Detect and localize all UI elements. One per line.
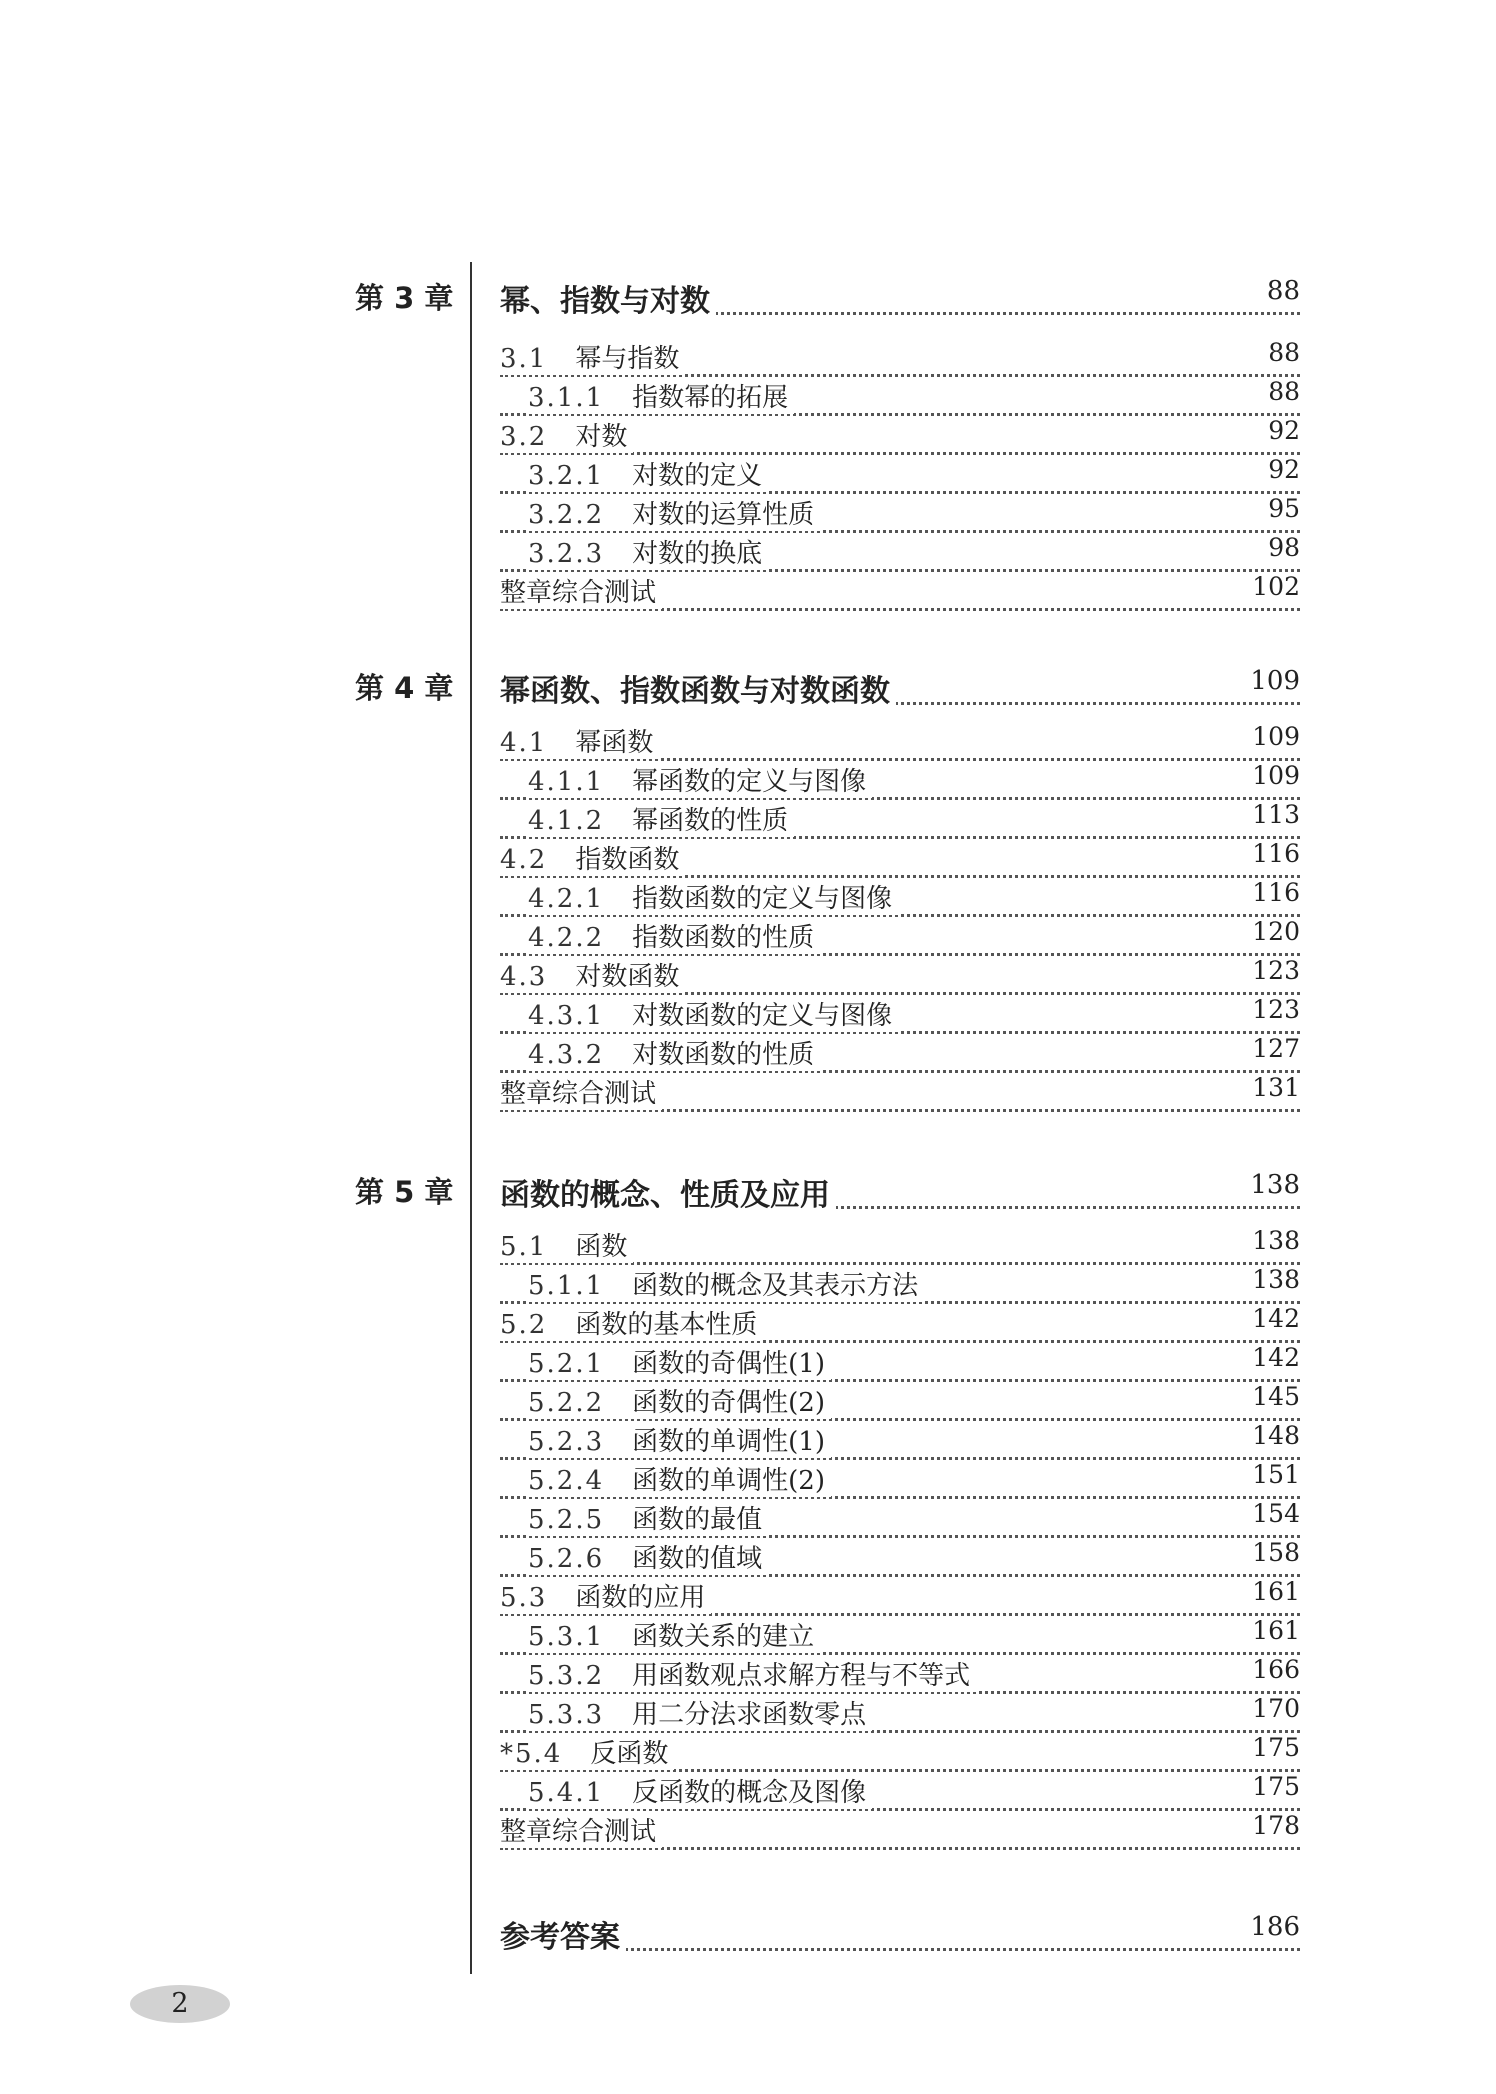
chapter-title: 函数的概念、性质及应用: [500, 1170, 836, 1214]
section-title: 幂与指数: [575, 344, 680, 374]
toc-entry[interactable]: [500, 1034, 1300, 1070]
toc-entry[interactable]: [500, 917, 1300, 953]
toc-entry[interactable]: [500, 839, 1300, 875]
page-number: 113: [1242, 800, 1300, 829]
vertical-divider: [470, 262, 472, 1974]
page-number: 186: [1240, 1912, 1300, 1942]
section-number: *5.4: [500, 1739, 563, 1769]
section-title: 用函数观点求解方程与不等式: [632, 1661, 971, 1691]
page-number: 175: [1242, 1772, 1300, 1801]
page-number: 109: [1242, 722, 1300, 751]
page-number: 95: [1258, 494, 1300, 523]
toc-entry[interactable]: [500, 1499, 1300, 1535]
section-title: 函数的应用: [575, 1583, 706, 1613]
page-number: 161: [1242, 1577, 1300, 1606]
page-number: 151: [1242, 1460, 1300, 1489]
page-number: 88: [1258, 338, 1300, 367]
section-title: 函数的单调性(1): [632, 1427, 825, 1457]
toc-entry[interactable]: [500, 455, 1300, 491]
section-number: 5.2.6: [528, 1544, 605, 1574]
toc-entry[interactable]: [500, 761, 1300, 797]
page-number: 131: [1242, 1073, 1300, 1102]
section-number: 3.1: [500, 344, 548, 374]
section-number: 4.3: [500, 962, 548, 992]
page-number: 127: [1242, 1034, 1300, 1063]
section-number: 5.4.1: [528, 1778, 605, 1808]
section-title: 对数函数的性质: [632, 1040, 815, 1070]
page-number: 116: [1242, 839, 1300, 868]
toc-entry[interactable]: [500, 800, 1300, 836]
toc-entry[interactable]: [500, 1538, 1300, 1574]
toc-entry[interactable]: [500, 1343, 1300, 1379]
section-number: 4.1: [500, 728, 548, 758]
toc-entry[interactable]: [500, 995, 1300, 1031]
toc-entry[interactable]: [500, 1421, 1300, 1457]
chapter-4-label: 第 4 章: [355, 671, 454, 705]
section-number: 4.2.1: [528, 884, 605, 914]
section-number: 5.1: [500, 1232, 548, 1262]
section-number: 5.3: [500, 1583, 548, 1613]
section-title: 函数的最值: [632, 1505, 763, 1535]
section-title: 幂函数的定义与图像: [632, 767, 867, 797]
page-number: 88: [1258, 377, 1300, 406]
section-title: 函数的单调性(2): [632, 1466, 825, 1496]
section-number: 5.3.1: [528, 1622, 605, 1652]
toc-entry[interactable]: [500, 1265, 1300, 1301]
section-title: 对数: [575, 422, 628, 452]
section-number: 3.1.1: [528, 383, 605, 413]
section-title: 指数函数: [575, 845, 680, 875]
chapter-3-title-row[interactable]: [500, 276, 1300, 319]
section-title: 指数函数的性质: [632, 923, 815, 953]
toc-entry[interactable]: [500, 956, 1300, 992]
page-number: 123: [1242, 995, 1300, 1024]
section-title: 对数的换底: [632, 539, 763, 569]
toc-entry[interactable]: [500, 1772, 1300, 1808]
section-title: 对数函数: [575, 962, 680, 992]
section-title: 幂函数的性质: [632, 806, 789, 836]
page-number-badge: 2: [130, 1985, 230, 2023]
page-number: 142: [1242, 1304, 1300, 1333]
toc-entry[interactable]: [500, 1382, 1300, 1418]
section-number: 3.2.3: [528, 539, 605, 569]
answers-title: 参考答案: [500, 1912, 626, 1956]
section-title: 反函数的概念及图像: [632, 1778, 867, 1808]
section-title: 函数关系的建立: [632, 1622, 815, 1652]
section-title: 用二分法求函数零点: [632, 1700, 867, 1730]
section-number: 5.2.3: [528, 1427, 605, 1457]
toc-entry[interactable]: [500, 338, 1300, 374]
toc-entry[interactable]: [500, 1616, 1300, 1652]
section-number: 5.1.1: [528, 1271, 605, 1301]
section-title: 函数的值域: [632, 1544, 763, 1574]
toc-entry[interactable]: [500, 494, 1300, 530]
answers-row[interactable]: [500, 1912, 1300, 1955]
section-number: 4.2.2: [528, 923, 605, 953]
page-number: 138: [1242, 1226, 1300, 1255]
section-title: 指数函数的定义与图像: [632, 884, 893, 914]
page-number: 102: [1242, 572, 1300, 601]
section-number: 3.2: [500, 422, 548, 452]
toc-entry[interactable]: [500, 572, 1300, 608]
page-number: 170: [1242, 1694, 1300, 1723]
page-number: 88: [1257, 276, 1300, 306]
section-title: 函数的奇偶性(2): [632, 1388, 825, 1418]
page-number: 109: [1242, 761, 1300, 790]
chapter-5-title-row[interactable]: [500, 1170, 1300, 1213]
page-number: 145: [1242, 1382, 1300, 1411]
page-number: 154: [1242, 1499, 1300, 1528]
toc-entry[interactable]: [500, 1577, 1300, 1613]
page-number: 178: [1242, 1811, 1300, 1840]
section-title: 整章综合测试: [500, 1079, 657, 1109]
toc-entry[interactable]: [500, 722, 1300, 758]
page-number: 148: [1242, 1421, 1300, 1450]
page-number: 175: [1242, 1733, 1300, 1762]
toc-entry[interactable]: [500, 1811, 1300, 1847]
section-title: 函数的概念及其表示方法: [632, 1271, 919, 1301]
page-number: 92: [1258, 416, 1300, 445]
section-title: 函数: [575, 1232, 628, 1262]
toc-entry[interactable]: [500, 377, 1300, 413]
section-title: 对数的运算性质: [632, 500, 815, 530]
page-number: 109: [1240, 666, 1300, 696]
section-number: 5.2.2: [528, 1388, 605, 1418]
toc-entry[interactable]: [500, 1226, 1300, 1262]
page-number: 161: [1242, 1616, 1300, 1645]
toc-entry[interactable]: [500, 1304, 1300, 1340]
section-title: 整章综合测试: [500, 578, 657, 608]
section-number: 3.2.2: [528, 500, 605, 530]
toc-entry[interactable]: [500, 1655, 1300, 1691]
section-title: 对数函数的定义与图像: [632, 1001, 893, 1031]
page-number: 92: [1258, 455, 1300, 484]
chapter-5-label: 第 5 章: [355, 1175, 454, 1209]
toc-entry[interactable]: [500, 1733, 1300, 1769]
section-number: 4.3.1: [528, 1001, 605, 1031]
section-number: 5.2.5: [528, 1505, 605, 1535]
page-number: 123: [1242, 956, 1300, 985]
page-number: 120: [1242, 917, 1300, 946]
section-number: 5.3.2: [528, 1661, 605, 1691]
page-number: 142: [1242, 1343, 1300, 1372]
page-number: 138: [1242, 1265, 1300, 1294]
section-title: 对数的定义: [632, 461, 763, 491]
section-title: 指数幂的拓展: [632, 383, 789, 413]
section-number: 5.3.3: [528, 1700, 605, 1730]
section-number: 5.2.4: [528, 1466, 605, 1496]
section-number: 5.2: [500, 1310, 548, 1340]
chapter-title: 幂函数、指数函数与对数函数: [500, 666, 896, 710]
page-number: 166: [1242, 1655, 1300, 1684]
page-number: 158: [1242, 1538, 1300, 1567]
toc-entry[interactable]: [500, 416, 1300, 452]
section-number: 5.2.1: [528, 1349, 605, 1379]
chapter-4-title-row[interactable]: [500, 666, 1300, 709]
toc-entry[interactable]: [500, 1073, 1300, 1109]
section-title: 反函数: [590, 1739, 669, 1769]
section-number: 3.2.1: [528, 461, 605, 491]
toc-entry[interactable]: [500, 878, 1300, 914]
page-number: 116: [1242, 878, 1300, 907]
section-number: 4.3.2: [528, 1040, 605, 1070]
chapter-3-label: 第 3 章: [355, 281, 454, 315]
section-number: 4.2: [500, 845, 548, 875]
section-title: 函数的基本性质: [575, 1310, 758, 1340]
section-title: 整章综合测试: [500, 1817, 657, 1847]
page-number: 138: [1240, 1170, 1300, 1200]
toc-entry[interactable]: [500, 533, 1300, 569]
section-title: 幂函数: [575, 728, 654, 758]
section-number: 4.1.2: [528, 806, 605, 836]
toc-entry[interactable]: [500, 1694, 1300, 1730]
page-number: 98: [1258, 533, 1300, 562]
section-number: 4.1.1: [528, 767, 605, 797]
toc-entry[interactable]: [500, 1460, 1300, 1496]
chapter-title: 幂、指数与对数: [500, 276, 716, 320]
section-title: 函数的奇偶性(1): [632, 1349, 825, 1379]
